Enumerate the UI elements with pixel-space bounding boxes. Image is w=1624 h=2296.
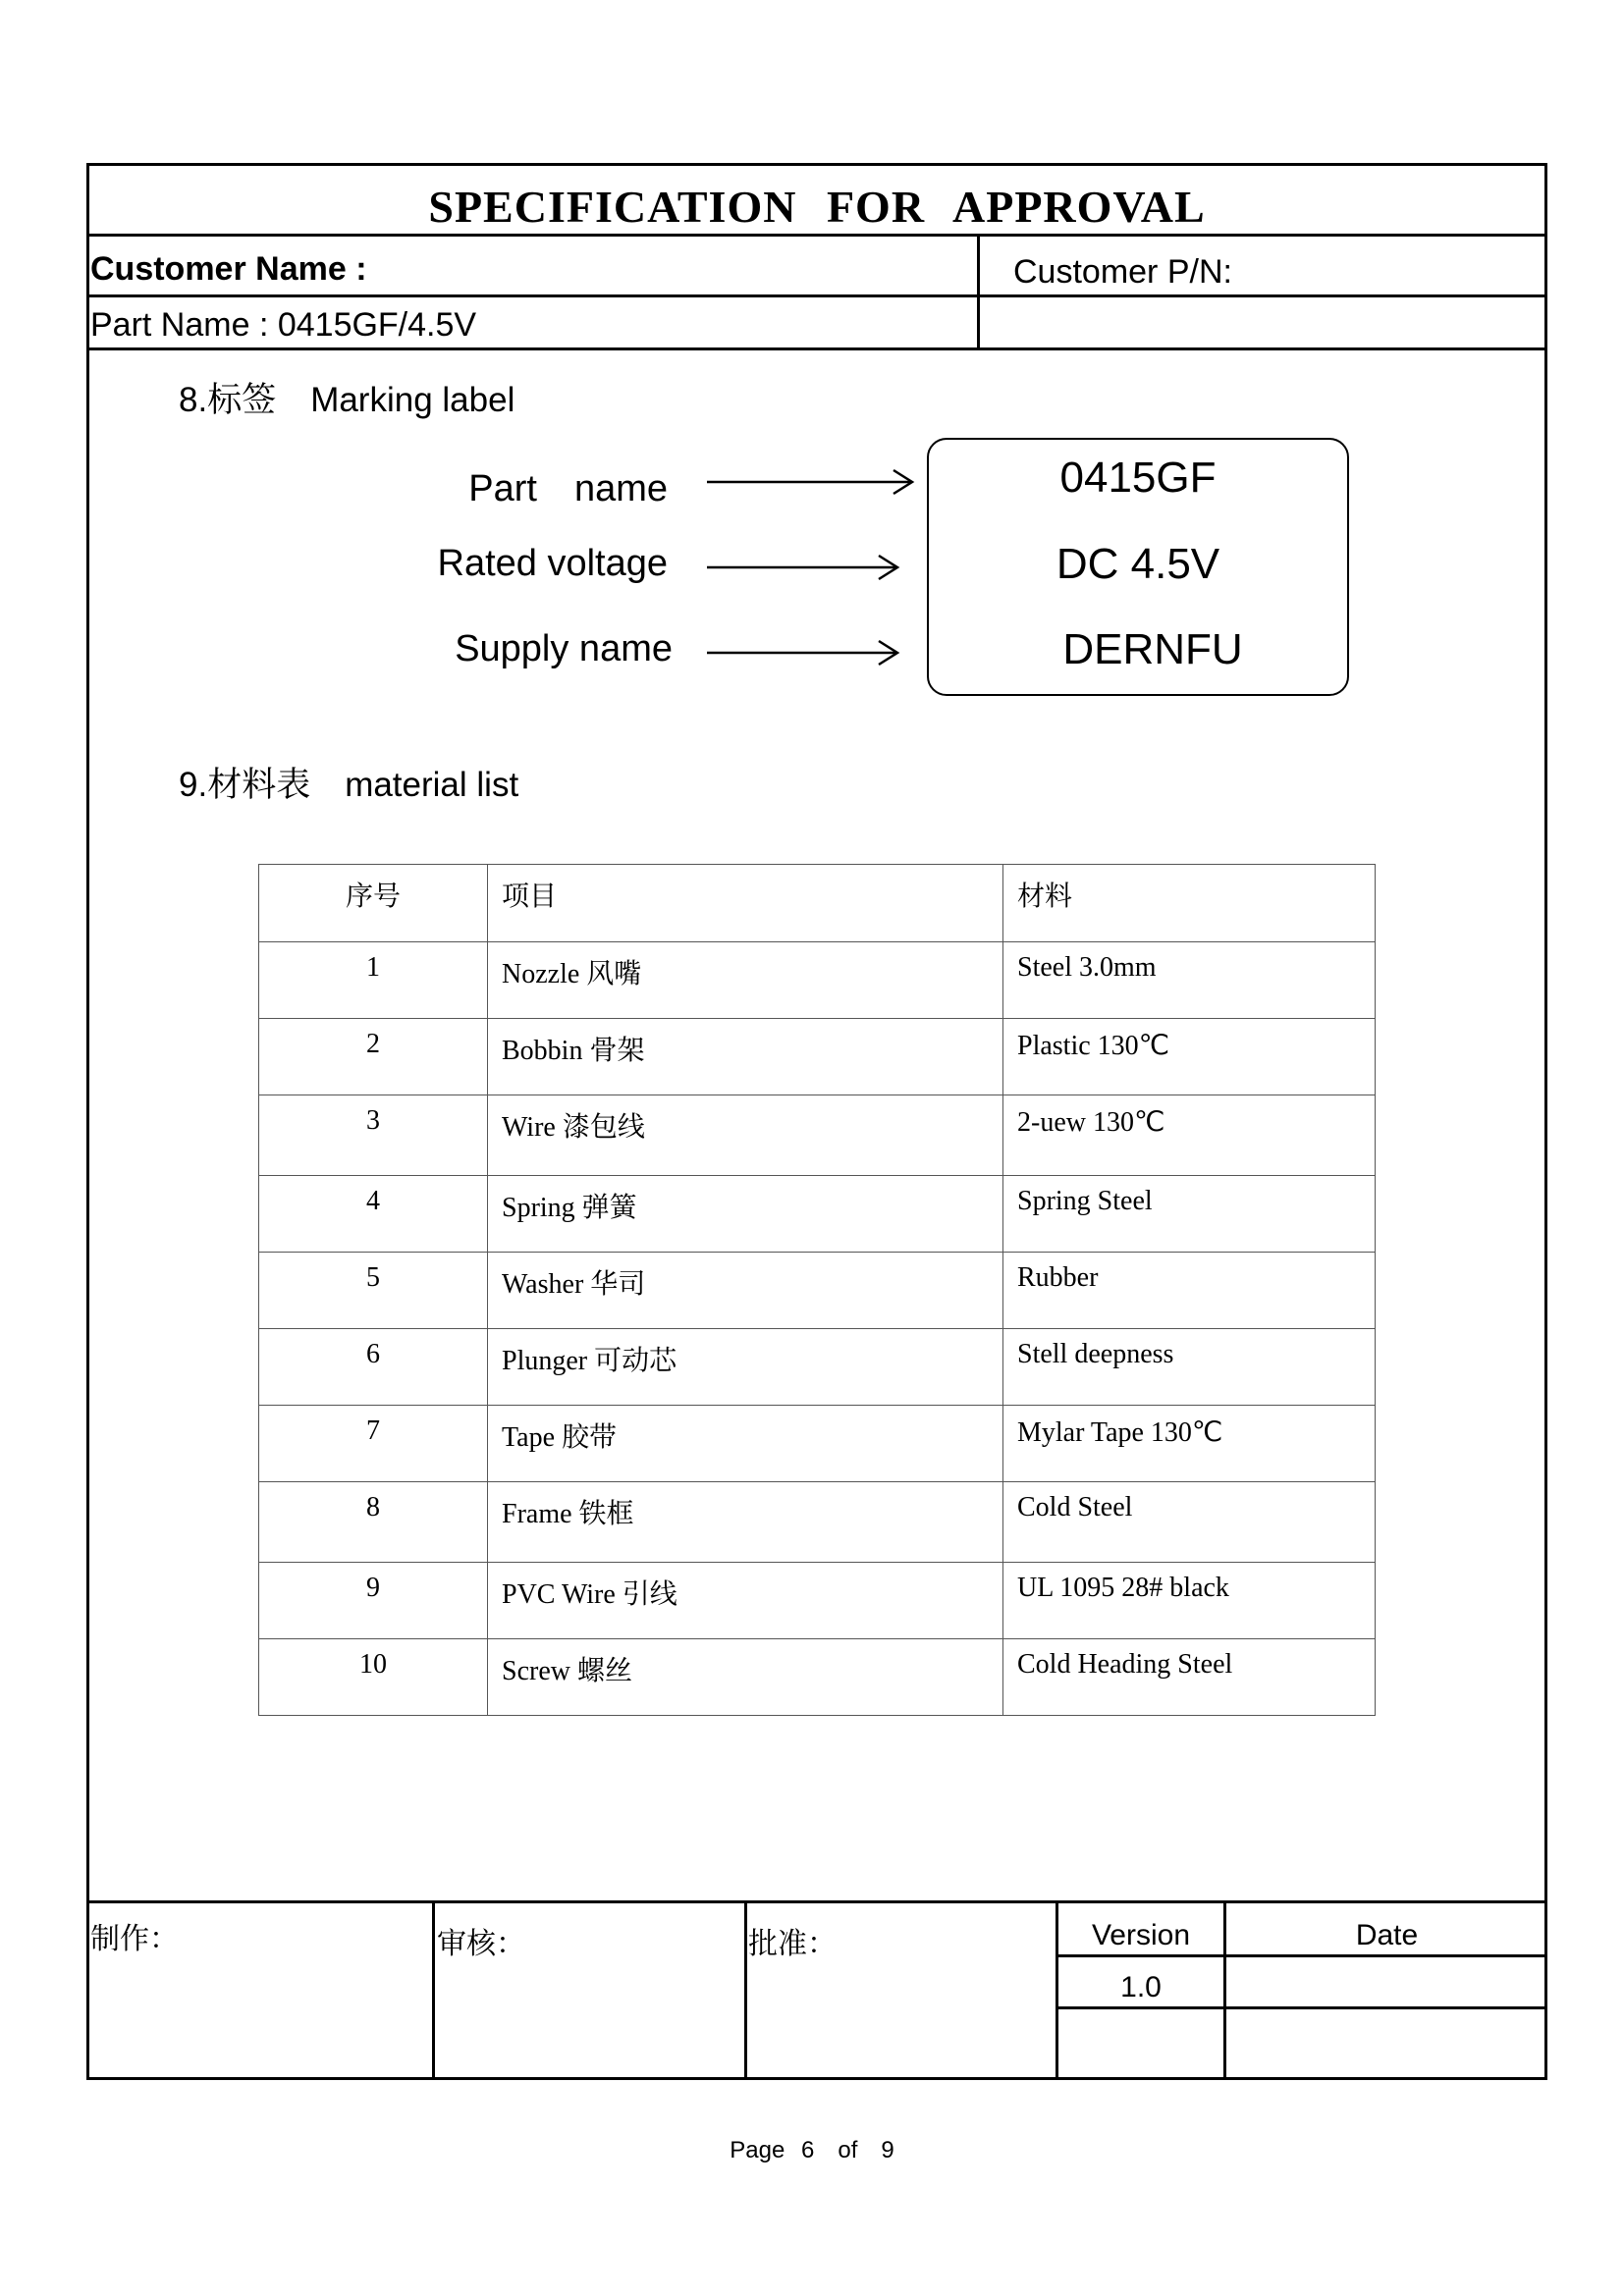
version-label: Version: [1091, 1919, 1191, 1951]
column-header: 材料: [1003, 865, 1376, 942]
row-material: Rubber: [1003, 1253, 1376, 1329]
row-index: 1: [259, 942, 488, 1019]
row-item: Wire 漆包线: [488, 1095, 1003, 1176]
arrow-icon: [705, 553, 901, 582]
approved-by-label: 批准：: [748, 1928, 837, 1960]
row-item: Tape 胶带: [488, 1406, 1003, 1482]
row-material: Plastic 130℃: [1003, 1019, 1376, 1095]
table-row: [259, 1253, 1376, 1329]
row-material: Cold Heading Steel: [1003, 1639, 1376, 1716]
rule-under-title: [86, 234, 1547, 237]
row-material: Spring Steel: [1003, 1176, 1376, 1253]
marking-value-part: 0415GF: [1059, 454, 1217, 502]
footer-divider: [432, 1900, 435, 2080]
footer-rule: [1056, 1954, 1547, 1957]
table-row: [259, 1639, 1376, 1716]
reviewed-by-label: 审核：: [437, 1928, 525, 1960]
page-title: SPECIFICATION FOR APPROVAL: [428, 182, 1206, 232]
row-item: Washer 华司: [488, 1253, 1003, 1329]
marking-row-label: Supply name: [455, 628, 673, 669]
row-item: Frame 铁框: [488, 1482, 1003, 1563]
row-index: 5: [259, 1253, 488, 1329]
row-material: Stell deepness: [1003, 1329, 1376, 1406]
arrow-icon: [705, 638, 901, 667]
table-row: [259, 1019, 1376, 1095]
row-material: 2-uew 130℃: [1003, 1095, 1376, 1176]
made-by-label: 制作：: [90, 1923, 179, 1955]
row-material: UL 1095 28# black: [1003, 1563, 1376, 1639]
arrow-icon: [705, 467, 916, 497]
row-item: Spring 弹簧: [488, 1176, 1003, 1253]
marking-row-label: Rated voltage: [437, 543, 668, 584]
row-index: 2: [259, 1019, 488, 1095]
rule-under-partname: [86, 347, 1547, 350]
row-item: Bobbin 骨架: [488, 1019, 1003, 1095]
marking-value-supplier: DERNFU: [1062, 625, 1243, 673]
table-row: [259, 1095, 1376, 1176]
row-index: 9: [259, 1563, 488, 1639]
table-row: [259, 1563, 1376, 1639]
row-item: Nozzle 风嘴: [488, 942, 1003, 1019]
marking-label-box: [927, 438, 1349, 696]
column-header: 项目: [488, 865, 1003, 942]
material-table: [258, 864, 1376, 1716]
customer-name-label: Customer Name :: [90, 250, 367, 288]
customer-pn-label: Customer P/N:: [1013, 253, 1232, 291]
row-item: Screw 螺丝: [488, 1639, 1003, 1716]
row-index: 6: [259, 1329, 488, 1406]
row-index: 4: [259, 1176, 488, 1253]
table-row: [259, 942, 1376, 1019]
row-material: Mylar Tape 130℃: [1003, 1406, 1376, 1482]
header-divider: [977, 234, 980, 350]
version-value: 1.0: [1120, 1971, 1162, 2003]
table-header-row: [259, 865, 1376, 942]
row-index: 10: [259, 1639, 488, 1716]
row-item: PVC Wire 引线: [488, 1563, 1003, 1639]
row-index: 7: [259, 1406, 488, 1482]
row-material: Cold Steel: [1003, 1482, 1376, 1563]
marking-row-label: Part name: [468, 468, 668, 509]
table-row: [259, 1406, 1376, 1482]
row-material: Steel 3.0mm: [1003, 942, 1376, 1019]
row-item: Plunger 可动芯: [488, 1329, 1003, 1406]
date-label: Date: [1355, 1919, 1419, 1951]
table-row: [259, 1329, 1376, 1406]
table-row: [259, 1176, 1376, 1253]
part-name-label: Part Name : 0415GF/4.5V: [90, 306, 477, 344]
footer-divider: [744, 1900, 747, 2080]
column-header: 序号: [259, 865, 488, 942]
table-row: [259, 1482, 1376, 1563]
row-index: 8: [259, 1482, 488, 1563]
page-number: Page 6 of 9: [730, 2137, 894, 2163]
rule-under-customer: [86, 294, 1547, 297]
marking-value-voltage: DC 4.5V: [1056, 540, 1220, 588]
footer-top-rule: [86, 1900, 1547, 1903]
footer-rule: [1056, 2006, 1547, 2009]
row-index: 3: [259, 1095, 488, 1176]
material-list-heading: 9.材料表 material list: [179, 766, 519, 804]
marking-label-heading: 8.标签 Marking label: [179, 381, 515, 419]
